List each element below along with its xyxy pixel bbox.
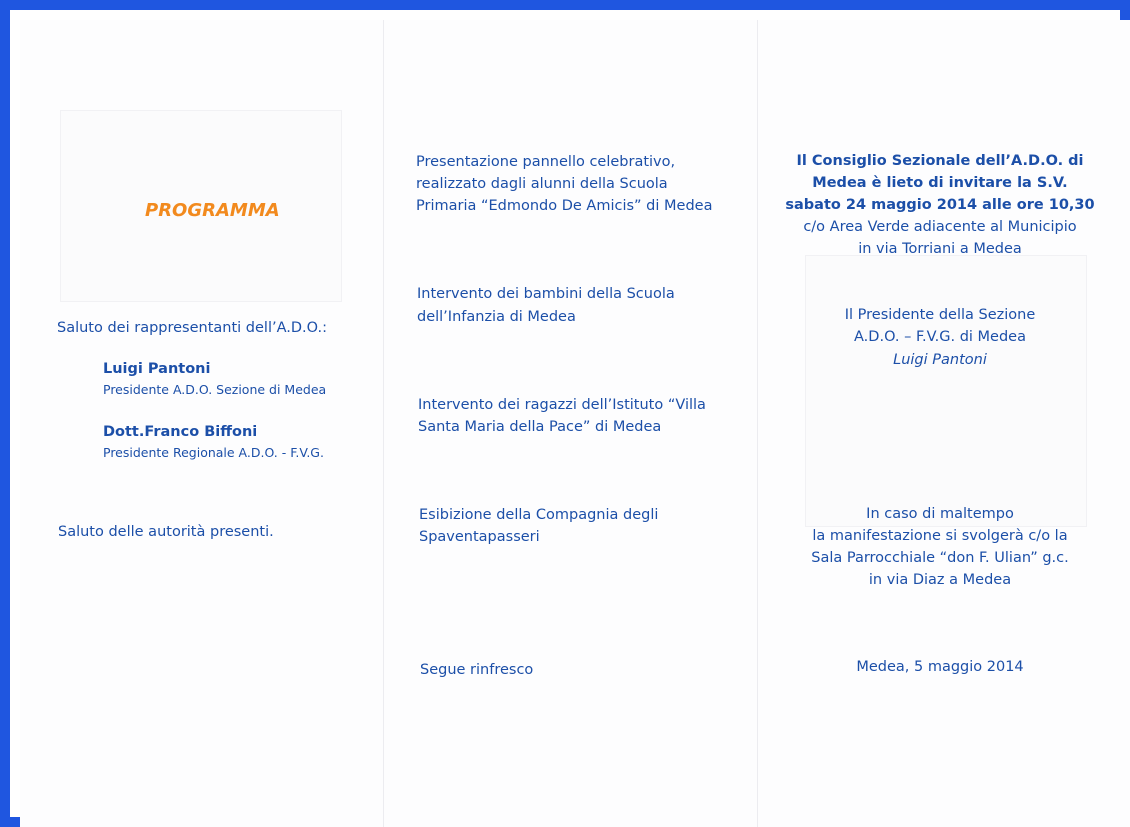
invite-place-1: c/o Area Verde adiacente al Municipio	[803, 219, 1077, 235]
president-title-1: Il Presidente della Sezione	[844, 307, 1036, 323]
weather-line-4: in via Diaz a Medea	[868, 572, 1012, 588]
weather-line-1: In caso di maltempo	[866, 506, 1014, 522]
weather-line-3: Sala Parrocchiale “don F. Ulian” g.c.	[811, 550, 1069, 566]
speaker-role-1: Presidente A.D.O. Sezione di Medea	[103, 382, 327, 397]
program-item-5: Segue rinfresco	[420, 662, 534, 678]
program-item-3-line-1: Intervento dei ragazzi dell’Istituto “Villa	[418, 397, 706, 413]
fold-line-left	[383, 20, 384, 827]
letter-date: Medea, 5 maggio 2014	[856, 659, 1024, 675]
authorities-text: Saluto delle autorità presenti.	[58, 524, 274, 540]
brochure-sheet	[20, 20, 1130, 827]
program-item-4-line-2: Spaventapasseri	[419, 529, 540, 545]
program-item-4-line-1: Esibizione della Compagnia degli	[419, 507, 659, 523]
president-name: Luigi Pantoni	[893, 352, 987, 368]
invite-line-1: Il Consiglio Sezionale dell’A.D.O. di	[796, 153, 1084, 169]
program-item-1-line-2: realizzato dagli alunni della Scuola	[416, 176, 668, 192]
speaker-role-2: Presidente Regionale A.D.O. - F.V.G.	[103, 445, 324, 460]
programma-title: PROGRAMMA	[145, 200, 280, 221]
program-item-2-line-1: Intervento dei bambini della Scuola	[417, 286, 675, 302]
program-item-1-line-3: Primaria “Edmondo De Amicis” di Medea	[416, 198, 713, 214]
speaker-name-1: Luigi Pantoni	[103, 361, 211, 377]
program-item-1-line-1: Presentazione pannello celebrativo,	[416, 154, 676, 170]
fold-line-right	[757, 20, 758, 827]
weather-line-2: la manifestazione si svolgerà c/o la	[812, 528, 1068, 544]
bleed-through-image	[805, 255, 1087, 527]
program-item-2-line-2: dell’Infanzia di Medea	[417, 309, 576, 325]
program-item-3-line-2: Santa Maria della Pace” di Medea	[418, 419, 662, 435]
invite-place-2: in via Torriani a Medea	[858, 241, 1022, 257]
president-title-2: A.D.O. – F.V.G. di Medea	[854, 329, 1026, 345]
invite-line-2: Medea è lieto di invitare la S.V.	[812, 175, 1068, 191]
invite-line-3: sabato 24 maggio 2014 alle ore 10,30	[785, 197, 1095, 213]
greeting-text: Saluto dei rappresentanti dell’A.D.O.:	[57, 320, 327, 336]
speaker-name-2: Dott.Franco Biffoni	[103, 424, 258, 440]
